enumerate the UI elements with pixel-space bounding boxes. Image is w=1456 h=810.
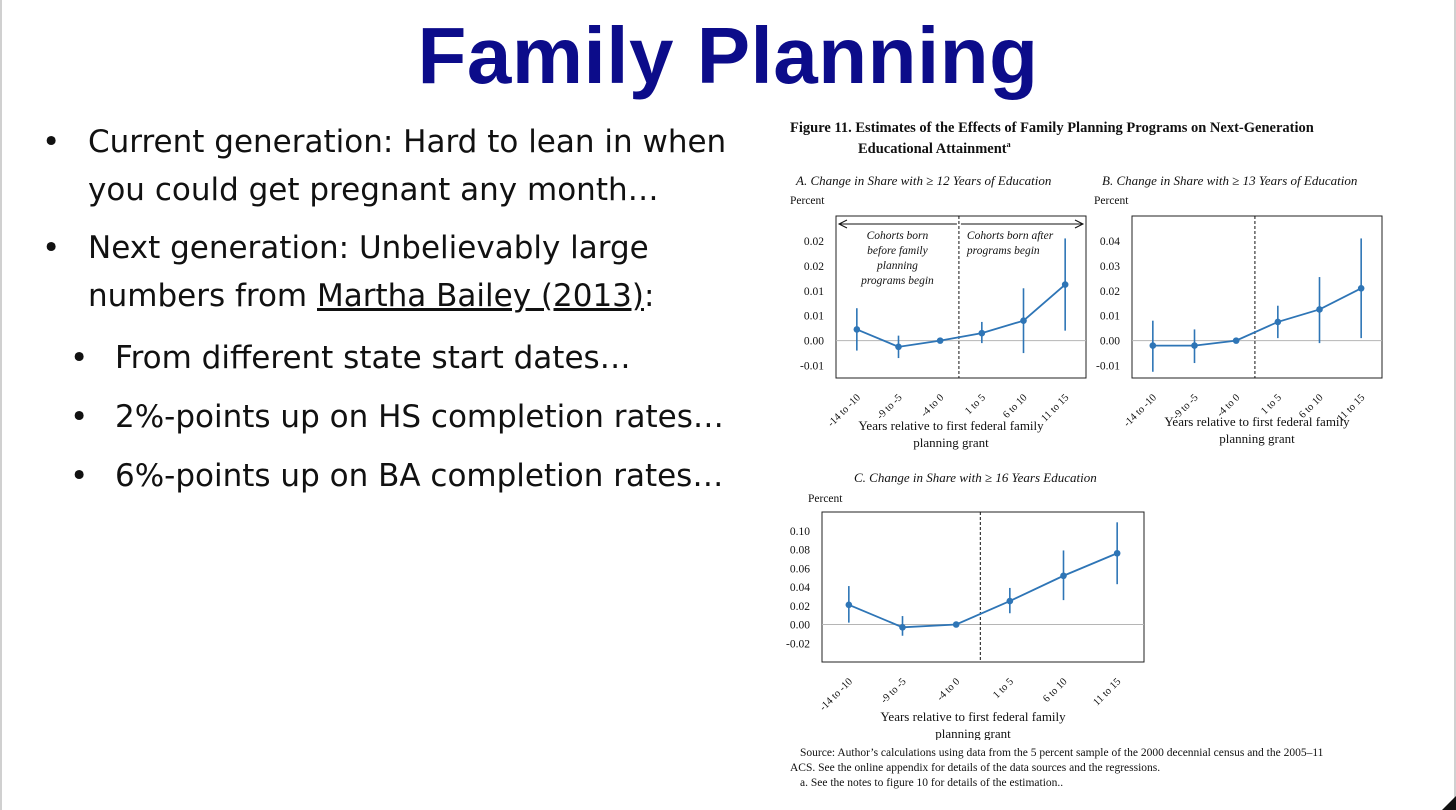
figure-title-superscript: a [1006, 140, 1011, 149]
panel-b-ytick-label: -0.01 [1096, 360, 1120, 373]
panel-c-ytick-label: 0.00 [789, 619, 810, 632]
panel-b-xtick-label: 1 to 5 [1259, 392, 1284, 418]
panel-c-ytick-label: 0.10 [789, 525, 810, 538]
panel-c-plot-frame [822, 512, 1144, 662]
panel-c-data-point [1114, 550, 1121, 557]
bullet-text: 6%-points up on BA completion rates… [115, 458, 724, 494]
panel-a-ytick-label: -0.01 [800, 360, 824, 373]
bullet-dot: • [70, 399, 89, 435]
bullet-text: Current generation: Hard to lean in when you could get pregnant any month… [88, 124, 727, 208]
panel-a-data-point [1062, 281, 1069, 288]
bullet-current-generation [40, 118, 740, 214]
panel-c-xlabel-line2: planning grant [935, 726, 1011, 740]
bullet-dot: • [42, 230, 61, 266]
panel-c-xtick-label: -9 to -5 [878, 676, 909, 706]
panel-c-ytick-label: 0.02 [789, 600, 810, 613]
slide-left-border [0, 0, 2, 810]
bullet-state-start-dates [40, 334, 740, 382]
bullet-list [40, 118, 740, 500]
panel-b-ytick-label: 0.02 [1099, 285, 1120, 298]
source-line2: ACS. See the online appendix for details of the data sources and the regressions. [790, 762, 1161, 774]
panel-a-xtick-label: 6 to 10 [1001, 392, 1030, 421]
panel-a-ytick-label: 0.01 [803, 310, 824, 323]
panel-b-xlabel-line1: Years relative to first federal family [1164, 414, 1350, 429]
panel-b-xtick-label: 11 to 15 [1335, 392, 1368, 425]
panel-a-annotation-left-text: programs begin [861, 275, 934, 287]
panel-a-data-point [937, 337, 944, 344]
panel-a-ytick-label: 0.01 [803, 285, 824, 298]
source-note: a. See the notes to figure 10 for details of the estimation.. [800, 777, 1064, 789]
panel-c-xtick-label: 1 to 5 [991, 676, 1016, 702]
bullet-text-pre: Next generation: Unbelievably large numbers from [88, 230, 649, 314]
panel-b-data-point [1150, 342, 1157, 349]
panel-a-xlabel-line1: Years relative to first federal family [858, 418, 1044, 433]
panel-a-annotation-right-text: Cohorts born after [966, 230, 1054, 242]
panel-c-ytick-label: 0.04 [789, 582, 810, 594]
panel-c-xtick-label: 6 to 10 [1041, 676, 1070, 705]
panel-b-ytick-label: 0.01 [1099, 310, 1120, 323]
panel-b-series-line [1153, 288, 1361, 345]
panel-a-data-point [895, 344, 902, 351]
panel-c-ytick-label: -0.02 [786, 638, 810, 651]
panel-b-ytick-label: 0.03 [1099, 260, 1120, 273]
panel-a-title: A. Change in Share with ≥ 12 Years of Education [796, 173, 1052, 188]
bullet-text-post: : [643, 278, 655, 314]
panel-a-xtick-label: 11 to 15 [1039, 392, 1072, 425]
panel-a-xtick-label: -4 to 0 [919, 392, 947, 420]
panel-b-data-point [1275, 319, 1282, 326]
panel-b-xtick-label: 6 to 10 [1297, 392, 1326, 421]
panel-a-ytick-label: 0.00 [803, 335, 824, 348]
panel-c-ytick-label: 0.06 [789, 563, 810, 576]
bullet-text [88, 224, 740, 320]
panel-c-xlabel-line1: Years relative to first federal family [880, 709, 1066, 724]
panel-c-title: C. Change in Share with ≥ 16 Years Education [854, 470, 1097, 485]
panel-c-xtick-label: 11 to 15 [1091, 676, 1124, 709]
panel-c-series-line [849, 553, 1117, 627]
slide-corner-marker [1442, 796, 1456, 810]
panel-c-data-point [953, 621, 960, 628]
panel-b-title: B. Change in Share with ≥ 13 Years of Education [1102, 173, 1358, 188]
panel-a-data-point [979, 330, 986, 337]
panel-a-series-line [857, 285, 1065, 347]
panel-b-ytick-label: 0.04 [1099, 235, 1120, 248]
panel-b-xlabel-line2: planning grant [1219, 431, 1295, 446]
slide-title: Family Planning [417, 11, 1039, 100]
panel-a-xlabel-line2: planning grant [913, 435, 989, 450]
martha-bailey-link[interactable]: Martha Bailey (2013) [317, 278, 644, 314]
panel-b-data-point [1358, 285, 1365, 292]
panel-a-xtick-label: -14 to -10 [825, 392, 863, 430]
panel-c-ytick-label: 0.08 [789, 544, 810, 557]
bullet-dot: • [70, 458, 89, 494]
panel-a-data-point [1020, 317, 1027, 324]
panel-a-data-point [854, 326, 861, 333]
bullet-text: 2%-points up on HS completion rates… [115, 399, 724, 435]
panel-a-ytick-label: 0.02 [803, 235, 824, 248]
panel-c-data-point [1060, 572, 1067, 579]
bullet-dot: • [42, 124, 61, 160]
panel-b-xtick-label: -9 to -5 [1170, 392, 1201, 422]
panel-a-ylabel: Percent [790, 195, 825, 207]
source-line1: Source: Author’s calculations using data from the 5 percent sample of the 2000 decennial census and the 2005–11 [800, 747, 1324, 759]
panel-b-data-point [1233, 337, 1240, 344]
figure-source [790, 746, 1430, 791]
panel-b-ytick-label: 0.00 [1099, 335, 1120, 348]
panel-b-data-point [1191, 342, 1198, 349]
figure-11 [760, 110, 1454, 810]
panel-a-xtick-label: -9 to -5 [874, 392, 905, 422]
panel-c-data-point [846, 602, 853, 609]
panel-a-xtick-label: 1 to 5 [963, 392, 988, 418]
bullet-text: From different state start dates… [115, 340, 631, 376]
bullet-next-generation [40, 224, 740, 320]
panel-b-xtick-label: -14 to -10 [1121, 392, 1159, 430]
bullet-ba-completion [40, 452, 740, 500]
panel-b-ylabel: Percent [1094, 195, 1129, 207]
panel-a-annotation-left-text: before family [867, 245, 928, 257]
figure-charts [760, 110, 1454, 740]
bullet-dot: • [70, 340, 89, 376]
panel-b-data-point [1316, 306, 1323, 313]
panel-a-annotation-left-text: Cohorts born [866, 230, 929, 242]
panel-a-annotation-right-text: programs begin [966, 245, 1040, 257]
panel-a-ytick-label: 0.02 [803, 260, 824, 273]
panel-c-data-point [1007, 598, 1014, 605]
bullet-hs-completion [40, 393, 740, 441]
panel-c-xtick-label: -14 to -10 [817, 676, 855, 714]
panel-b-xtick-label: -4 to 0 [1215, 392, 1243, 420]
figure-title-line2-text: Educational Attainment [858, 140, 1007, 157]
panel-a-annotation-left-text: planning [877, 260, 918, 272]
figure-title-line1: Figure 11. Estimates of the Effects of Family Planning Programs on Next-Generation [790, 120, 1314, 136]
panel-c-xtick-label: -4 to 0 [935, 676, 963, 704]
panel-c-ylabel: Percent [808, 493, 843, 505]
panel-c-data-point [899, 624, 906, 631]
